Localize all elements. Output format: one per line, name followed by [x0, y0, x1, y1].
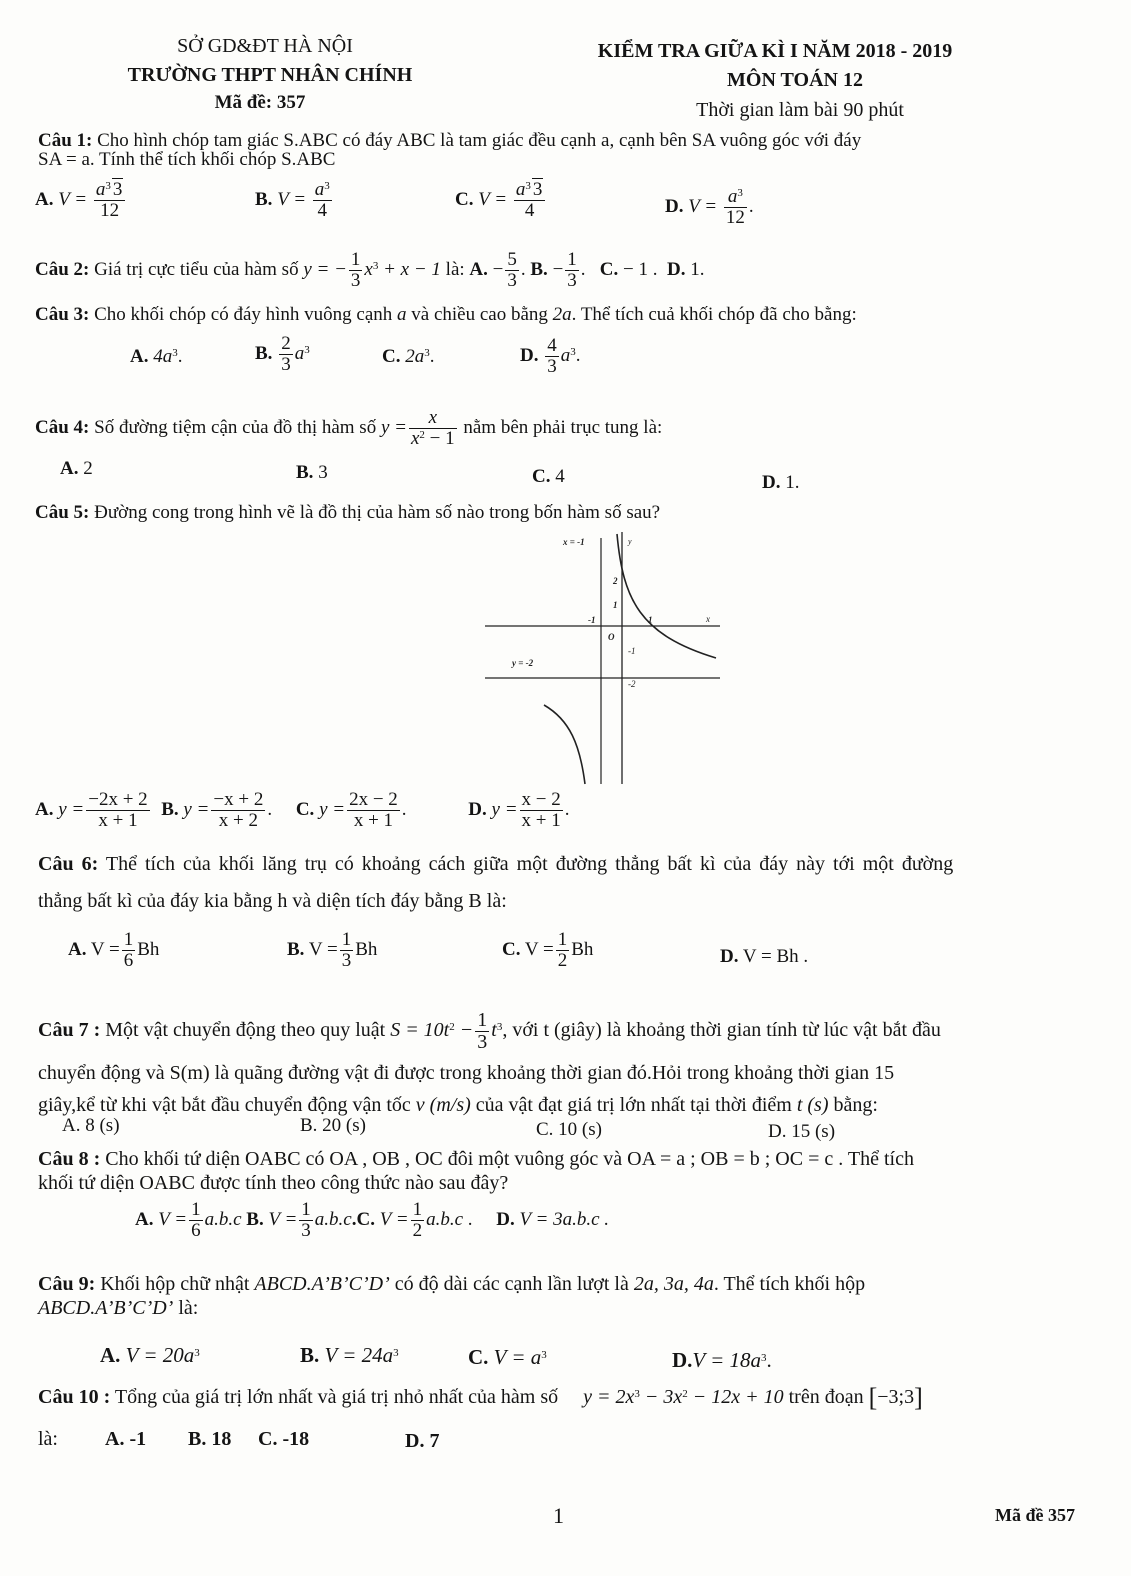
q3-option-d: D. $\frac{4}{3}$ $a^3$.	[520, 335, 581, 377]
q1-option-c: C. V = $\frac{a^3 3}{4}$	[455, 180, 547, 221]
q3-option-a: A. $4a^3$.	[130, 346, 183, 367]
label-asymptote-y: y = -2	[512, 658, 534, 668]
q6-option-b: B. V = $\frac{1}{3}$ Bh	[287, 929, 378, 971]
q4-option-d: D. 1.	[762, 472, 800, 493]
q4-line-1: Câu 4: Số đường tiệm cận của đồ thị hàm số y = $\frac{x}{x^2 - 1}$ nằm bên phải trục tung là:	[35, 407, 663, 449]
q2-option-c: C.	[599, 258, 619, 280]
label-x-axis: x	[706, 614, 710, 624]
q5-options	[35, 790, 570, 831]
q8-option-a: A. V = $\frac{1}{6}$ a.b.c	[135, 1199, 242, 1241]
q2-option-b: B.	[530, 258, 548, 280]
tick-y-2: 2	[613, 576, 618, 586]
q4-option-a: A. 2	[60, 458, 93, 479]
q1-label: Câu 1:	[38, 130, 93, 151]
tick-y-neg2: -2	[628, 679, 636, 689]
q2-option-d: D.	[666, 258, 686, 280]
q2-label: Câu 2:	[35, 258, 90, 280]
q6-text-2: thẳng bất kì của đáy kia bằng h và diện tích đáy bằng B là:	[38, 890, 507, 912]
q3-line-1: Câu 3: Cho khối chóp có đáy hình vuông cạnh a và chiều cao bằng 2a. Thể tích cuả khối chóp đã cho bằng:	[35, 304, 857, 325]
q10-option-a: A. -1	[105, 1428, 147, 1450]
q7-option-d: D. 15 (s)	[768, 1121, 836, 1142]
q5-option-c: C. y = $\frac{2x - 2}{x + 1}$ .	[295, 789, 407, 831]
dept-name: SỞ GD&ĐT HÀ NỘI	[177, 35, 353, 57]
curve-right-branch	[617, 534, 716, 658]
q3-option-b: B. $\frac{2}{3}$ $a^3$	[255, 333, 310, 375]
q10-option-b: B. 18	[188, 1428, 232, 1450]
q6-option-c: C. V = $\frac{1}{2}$ Bh	[502, 929, 594, 971]
q3-option-c: C. $2a^3$.	[382, 346, 435, 367]
q9-line-1: Câu 9: Khối hộp chữ nhật ABCD.A’B’C’D’ có độ dài các cạnh lần lượt là 2a, 3a, 4a. Thể tích khối hộp	[38, 1273, 866, 1295]
exam-title: KIỂM TRA GIỮA KÌ I NĂM 2018 - 2019	[597, 40, 953, 62]
q10-option-c: C. -18	[258, 1428, 310, 1450]
q10-label: Câu 10 :	[38, 1386, 111, 1408]
q5-option-d: D. y = $\frac{x - 2}{x + 1}$ .	[468, 789, 570, 831]
q7-option-b: B. 20 (s)	[300, 1115, 366, 1136]
q6-label: Câu 6:	[38, 853, 99, 875]
q10-line-1: Câu 10 : Tổng của giá trị lớn nhất và giá trị nhỏ nhất của hàm số $y = 2x^3 - 3x^2 - 12x + 10$ trên đoạn [−3;3]	[38, 1383, 923, 1412]
q6-option-a: A. V = $\frac{1}{6}$ Bh	[68, 929, 160, 971]
question-2: Câu 2: Giá trị cực tiểu của hàm số y = − $\frac{1}{3}$ $x^3 + x - 1$ là: A. − $\frac{5}{3}$ . B. − $\frac{1}{3}$ . C. − 1 . D. 1.	[35, 249, 705, 291]
tick-y-neg1: -1	[628, 646, 636, 656]
q7-line-3: giây,kể từ khi vật bắt đầu chuyển động vận tốc v (m/s) của vật đạt giá trị lớn nhất tại thời điểm t (s) bằng:	[38, 1094, 878, 1116]
q1-text-1: Cho hình chóp tam giác S.ABC có đáy ABC là tam giác đều cạnh a, cạnh bên SA vuông góc với đáy	[97, 130, 862, 151]
q5-label: Câu 5:	[35, 502, 90, 523]
q1-text-2: SA = a. Tính thể tích khối chóp S.ABC	[38, 149, 336, 170]
tick-x-neg1: -1	[588, 615, 596, 625]
q6-line-1: Câu 6: Thể tích của khối lăng trụ có khoảng cách giữa một đường thẳng bất kì của đáy này tới một đường	[38, 853, 954, 875]
q7-text-2: chuyển động và S(m) là quãng đường vật đi được trong khoảng thời gian đó.Hỏi trong khoảng thời gian 15	[38, 1062, 895, 1084]
q8-line-1: Câu 8 : Cho khối tứ diện OABC có OA , OB , OC đôi một vuông góc và OA = a ; OB = b ; OC = c . Thể tích	[38, 1148, 914, 1170]
q1-option-b: B. V = $\frac{a^3}{4}$	[255, 179, 330, 221]
school-name: TRƯỜNG THPT NHÂN CHÍNH	[127, 64, 413, 86]
q1-option-d: D. V = $\frac{a^3}{12}$ .	[665, 186, 754, 228]
q7-option-c: C. 10 (s)	[536, 1119, 602, 1140]
q8-text-2: khối tứ diện OABC được tính theo công thức nào sau đây?	[38, 1172, 509, 1194]
q4-option-b: B. 3	[296, 462, 328, 483]
q1-option-a: A. V = $\frac{a^3 3}{12}$	[35, 180, 127, 221]
q7-option-a: A. 8 (s)	[62, 1115, 120, 1136]
q3-label: Câu 3:	[35, 304, 90, 325]
q8-option-b: B. V = $\frac{1}{3}$ a.b.c	[246, 1199, 352, 1241]
q8-option-c: .C. V = $\frac{1}{2}$ a.b.c .	[351, 1199, 473, 1241]
label-y-axis: y	[628, 537, 632, 546]
footer-exam-code: Mã đề 357	[995, 1505, 1075, 1525]
q5-option-b: B. y = $\frac{-x + 2}{x + 2}$ .	[161, 789, 273, 831]
q9-option-c: C. $V = a^3$	[468, 1345, 547, 1369]
tick-x-1: 1	[648, 615, 653, 625]
q5-graph	[480, 530, 730, 790]
label-asymptote-x: x = -1	[563, 537, 585, 547]
q8-option-d: D. V = 3a.b.c .	[496, 1208, 610, 1230]
q4-label: Câu 4:	[35, 416, 90, 438]
label-origin: O	[608, 632, 615, 642]
q9-option-a: A. $V = 20a^3$	[100, 1343, 200, 1367]
tick-y-1: 1	[613, 600, 618, 610]
q4-option-c: C. 4	[532, 466, 565, 487]
exam-code: Mã đề: 357	[214, 92, 306, 113]
q9-label: Câu 9:	[38, 1273, 96, 1295]
q10-option-d: D. 7	[405, 1430, 440, 1452]
q7-label: Câu 7 :	[38, 1019, 101, 1042]
q5-option-a: A. y = $\frac{-2x + 2}{x + 1}$	[35, 789, 148, 831]
subject-title: MÔN TOÁN 12	[727, 69, 863, 91]
exam-duration: Thời gian làm bài 90 phút	[696, 99, 904, 121]
q2-option-a: A.	[469, 258, 488, 280]
q9-option-b: B. $V = 24a^3$	[300, 1343, 399, 1367]
q7-line-1: Câu 7 : Một vật chuyển động theo quy luật $S = 10t^2$ − $\frac{1}{3}$ $t^3$, với t (giây) là khoảng thời gian tính từ lúc vật bắt đầu	[38, 1009, 941, 1053]
q8-label: Câu 8 :	[38, 1148, 101, 1170]
curve-left-branch	[544, 705, 585, 784]
q9-option-d: $D.V = 18a^3$.	[672, 1348, 772, 1372]
q5-line-1: Câu 5: Đường cong trong hình vẽ là đồ thị của hàm số nào trong bốn hàm số sau?	[35, 502, 661, 523]
q6-option-d: D. V = Bh .	[720, 946, 809, 967]
q10-la: là:	[38, 1428, 58, 1450]
q9-line-2: ABCD.A’B’C’D’ là:	[38, 1297, 199, 1319]
q8-options	[135, 1200, 609, 1241]
page-number: 1	[553, 1503, 564, 1528]
